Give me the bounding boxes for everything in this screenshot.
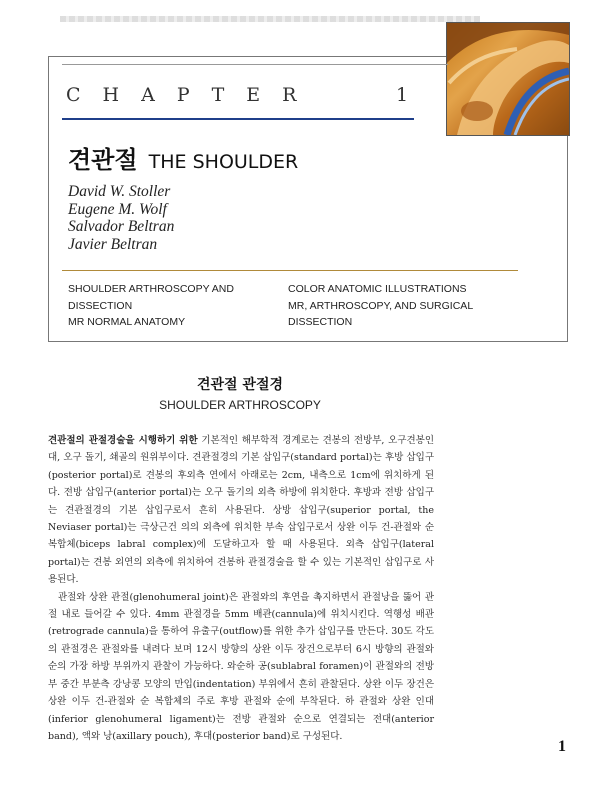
body-text (48, 432, 434, 745)
contents-divider (62, 270, 518, 271)
shoulder-illustration-icon (447, 23, 569, 135)
chapter-title-korean: 견관절 (68, 146, 138, 174)
chapter-contents-left (68, 281, 268, 331)
chapter-label: CHAPTER (66, 84, 319, 106)
contents-item: MR NORMAL ANATOMY (68, 316, 186, 328)
author-name: Salvador Beltran (68, 218, 175, 235)
paragraph-lead: 견관절의 관절경술을 시행하기 위한 (48, 435, 198, 446)
author-list (68, 183, 174, 253)
contents-item: COLOR ANATOMIC ILLUSTRATIONS (288, 283, 467, 295)
contents-item: DISSECTION (288, 316, 353, 328)
chapter-title (68, 140, 298, 175)
chapter-contents-right (288, 281, 488, 331)
chapter-number: 1 (396, 84, 409, 106)
chapter-top-rule (62, 64, 448, 65)
paragraph-text: 기본적인 해부학적 경계로는 견봉의 전방부, 오구견봉인대, 오구 돌기, 쇄골의 원위부이다. 견관절경의 기본 삽입구(standard portal)는 후방 삽입구(posterior portal)로 견봉의 후외측 연에서 아래로는 2cm, 내측으로 1cm에 위치하게 된다. 전방 삽입구(anterior portal)는 오구 돌기의 외측 하방에 위치한다. 후방과 전방 삽입구는 견관절경의 기본 삽입구로서 흔히 사용된다. 상방 삽입구(superior portal, the Neviaser portal)는 극상근건 의의 외측에 위치한 부속 삽입구로서 상완 이두 건-관절와 순 복합체(biceps labral complex)에 도달하고자 할 때 사용된다. 외측 삽입구(lateral portal)는 견봉 외연의 외측에 위치하여 견봉하 관절경술을 할 수 있는 기본적인 삽입구로 사용된다. (48, 435, 435, 586)
chapter-blue-rule (62, 118, 414, 120)
contents-item: SHOULDER ARTHROSCOPY AND (68, 283, 234, 295)
chapter-title-english: THE SHOULDER (148, 151, 299, 173)
author-name: Eugene M. Wolf (68, 200, 167, 218)
section-heading-korean: 견관절 관절경 (196, 377, 284, 393)
running-header-band (60, 16, 480, 22)
contents-item: DISSECTION (68, 299, 133, 312)
author-name: David W. Stoller (68, 183, 171, 200)
page-number: 1 (558, 738, 566, 755)
section-heading-english: SHOULDER ARTHROSCOPY (159, 398, 321, 412)
contents-item: MR, ARTHROSCOPY, AND SURGICAL (288, 299, 474, 312)
body-paragraph (48, 432, 434, 589)
author-name: Javier Beltran (68, 235, 158, 253)
body-paragraph: 관절와 상완 관절(glenohumeral joint)은 관절와의 후연을 촉지하면서 관절낭을 뚫어 관절 내로 들어갈 수 있다. 4mm 관절경을 5mm 배관(cannula)에 위치시킨다. 역행성 배관(retrograde cannula)을 통하여 유출구(outflow)를 위한 추가 삽입구를 만든다. 30도 각도의 관절경은 관절와를 내려다 보며 12시 방향의 상완 이두 장건으로부터 6시 방향의 관절와 순의 가장 하방 부위까지 관찰이 가능하다. 와순하 공(sublabral foramen)이 관절와의 전방부 중간 부분측 강낭콩 모양의 만입(indentation) 부위에서 흔히 관찰된다. 상완 이두 장건은 상완 이두 건-관절와 순 복합체의 주로 후방 관절와 순에 부착된다. 하 관절와 상완 인대(inferior glenohumeral ligament)는 전방 관절와 순으로 연결되는 전대(anterior band), 액와 낭(axillary pouch), 후대(posterior band)로 구성된다. (48, 591, 434, 742)
shoulder-anatomy-illustration (446, 22, 570, 136)
